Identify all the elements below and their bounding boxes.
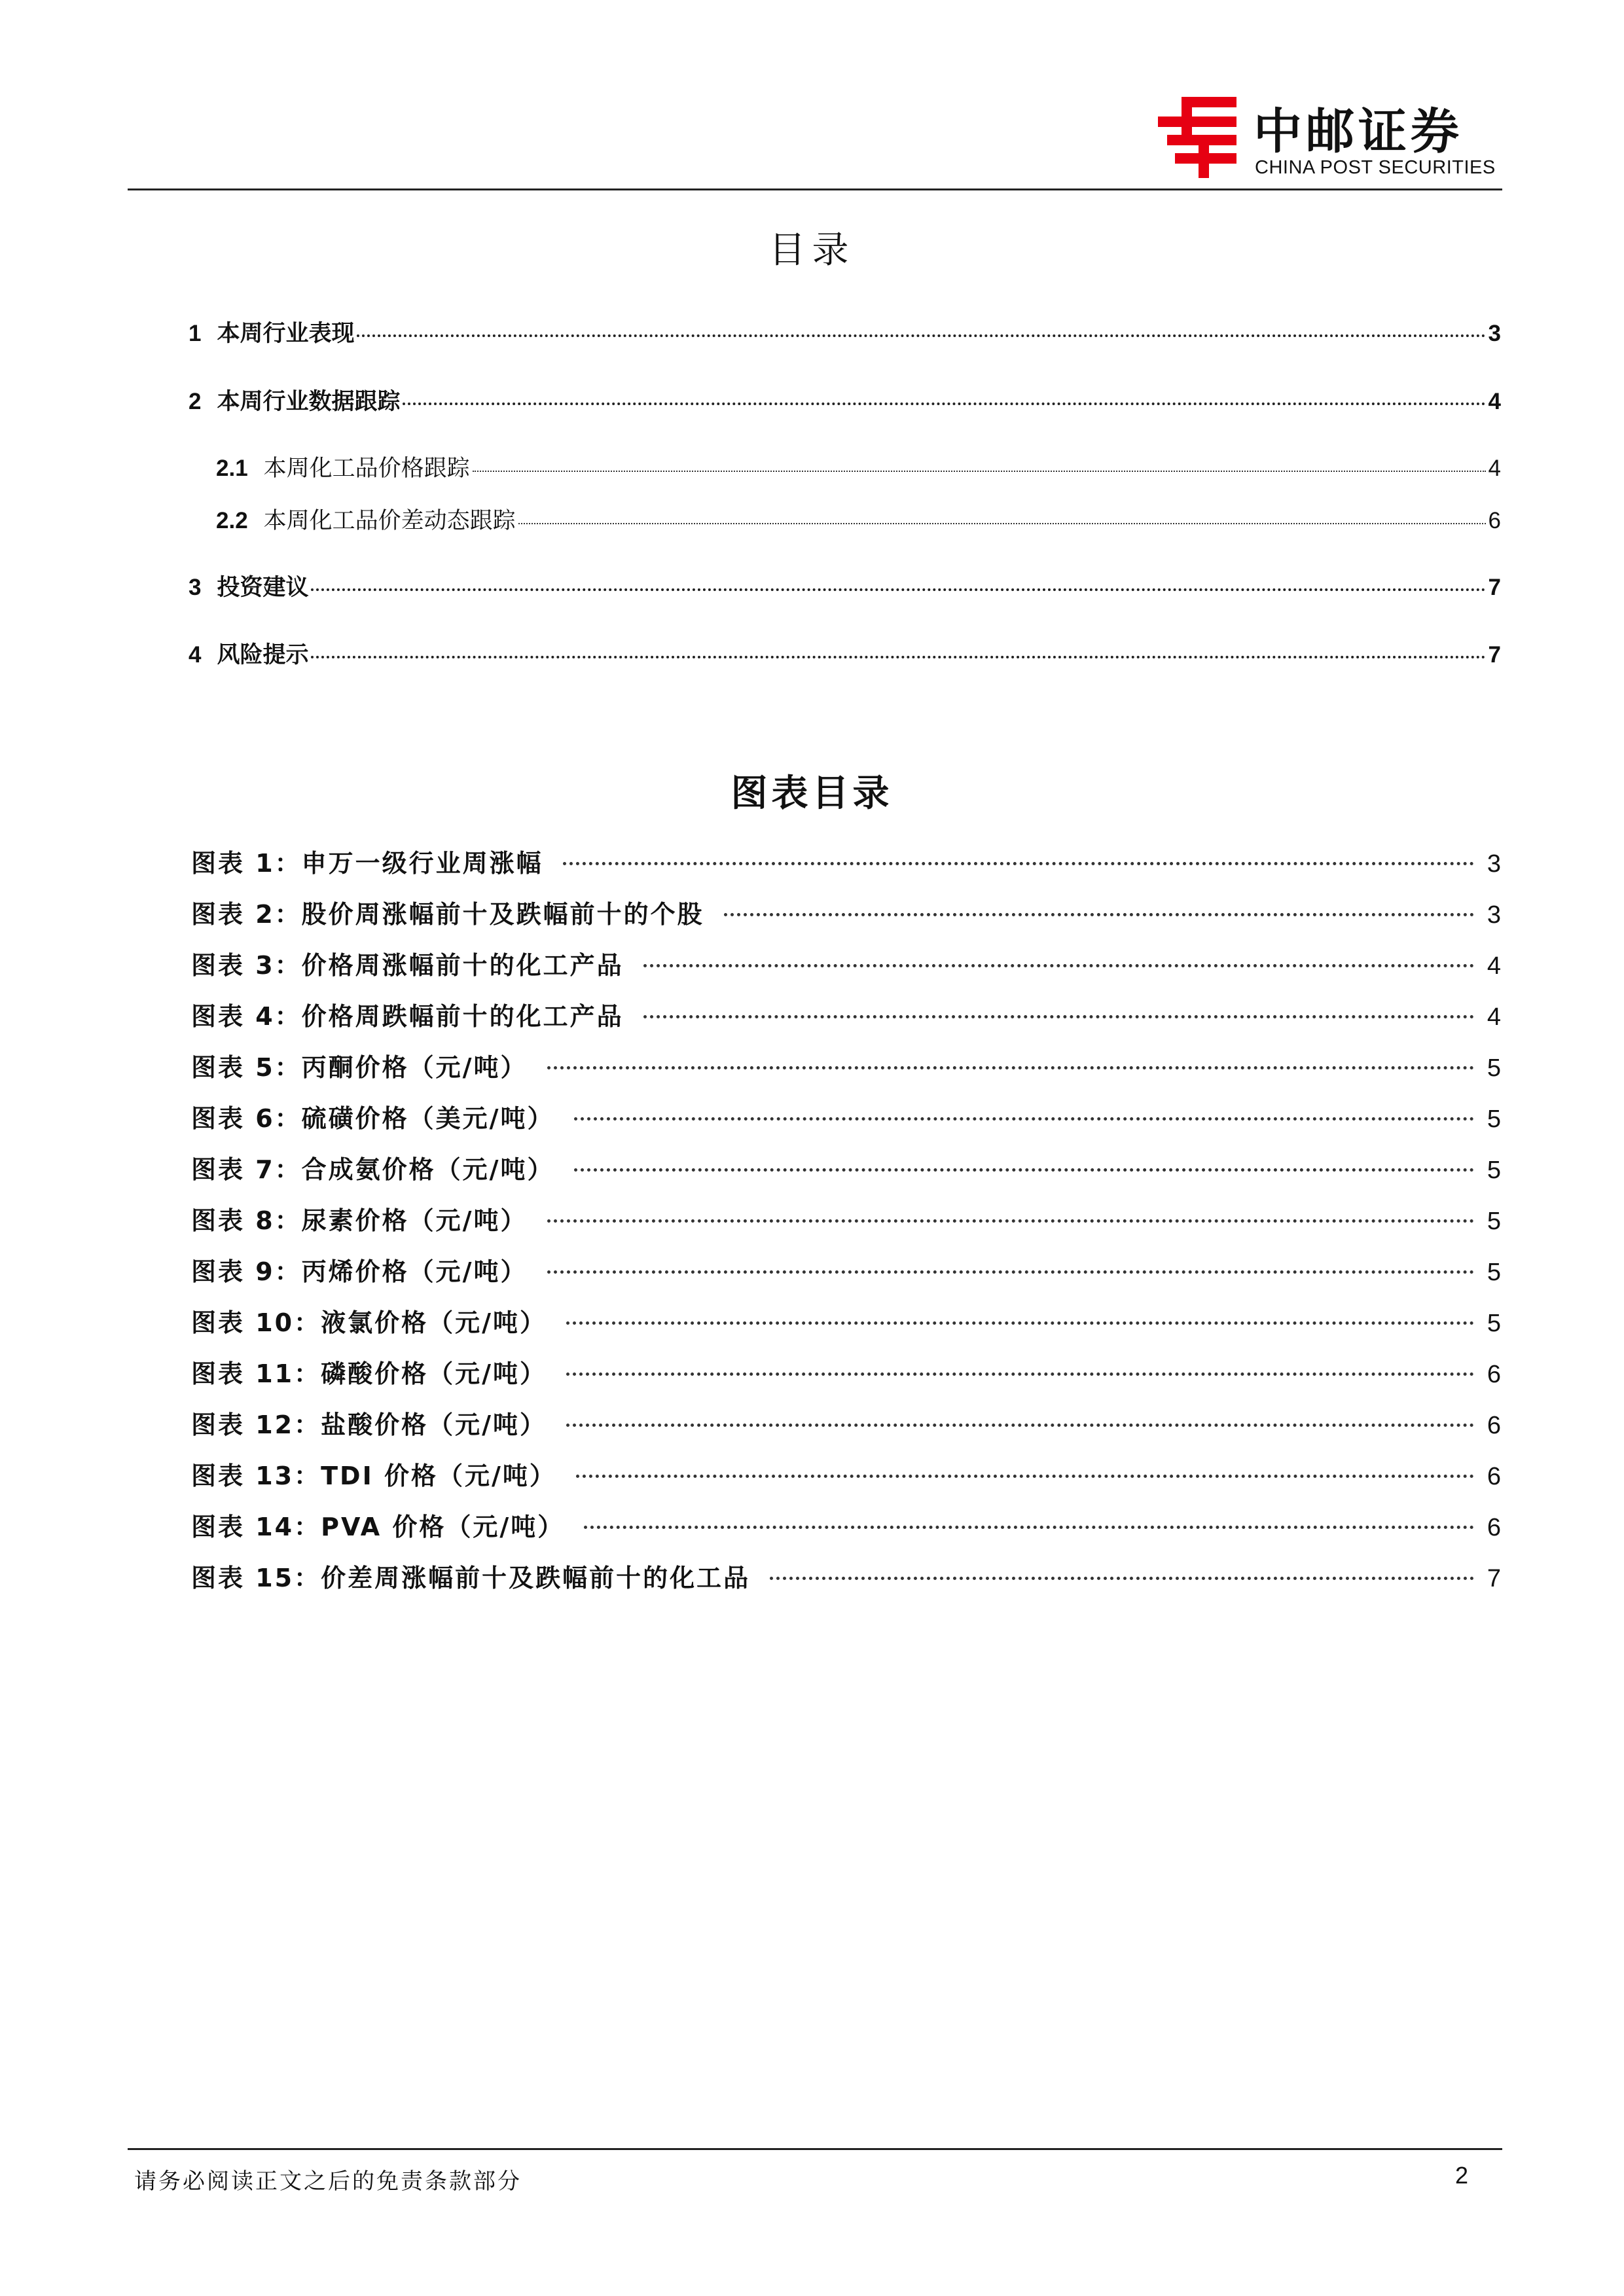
footer-divider: [128, 2148, 1502, 2150]
toc-entry-label: 投资建议: [217, 575, 309, 601]
figure-entry-8[interactable]: [191, 1200, 1501, 1236]
figure-entry-13[interactable]: [191, 1456, 1501, 1492]
toc-entry-number: 2.1: [216, 456, 248, 481]
figure-entry-label: 图表 5：丙酮价格（元/吨）: [191, 1053, 528, 1082]
figure-entry-12[interactable]: [191, 1405, 1501, 1441]
dot-leader: [311, 588, 1485, 591]
dot-leader: [311, 656, 1485, 658]
toc-entry-page: 4: [1488, 389, 1501, 414]
figure-entry-page: 3: [1487, 850, 1501, 878]
toc-title: 目录: [768, 229, 856, 272]
toc-entry-page: 3: [1488, 321, 1501, 346]
dot-leader: [643, 1015, 1474, 1018]
figure-entry-9[interactable]: [191, 1251, 1501, 1287]
dot-leader: [563, 862, 1474, 865]
toc-entry-label: 本周行业表现: [217, 321, 355, 347]
dot-leader: [518, 523, 1486, 524]
figure-entry-page: 6: [1487, 1412, 1501, 1439]
toc-entry-label: 本周化工品价差动态跟踪: [263, 508, 516, 534]
toc-entry-4[interactable]: [189, 637, 1501, 670]
dot-leader: [547, 1270, 1474, 1274]
figure-entry-label: 图表 11：磷酸价格（元/吨）: [191, 1359, 547, 1388]
figure-entry-page: 5: [1487, 1054, 1501, 1082]
figure-entry-page: 5: [1487, 1310, 1501, 1337]
figure-entry-6[interactable]: [191, 1098, 1501, 1134]
figure-entry-label: 图表 13：TDI 价格（元/吨）: [191, 1462, 556, 1490]
dot-leader: [357, 334, 1485, 337]
toc-entry-3[interactable]: [189, 569, 1501, 602]
figure-entry-label: 图表 8：尿素价格（元/吨）: [191, 1206, 528, 1235]
logo-chinese-name: 中邮证券: [1254, 103, 1463, 160]
dot-leader: [566, 1372, 1474, 1376]
dot-leader: [574, 1168, 1474, 1172]
dot-leader: [547, 1219, 1474, 1223]
figure-entry-page: 6: [1487, 1514, 1501, 1541]
figure-entry-label: 图表 14：PVA 价格（元/吨）: [191, 1513, 565, 1541]
toc-entry-number: 2: [189, 389, 202, 414]
toc-entry-1[interactable]: [189, 315, 1501, 348]
figure-entry-2[interactable]: [191, 894, 1501, 930]
figures-list-title: 图表目录: [731, 772, 893, 815]
figure-entry-page: 6: [1487, 1361, 1501, 1388]
toc-entry-number: 1: [189, 321, 202, 346]
toc-entry-2-2[interactable]: [216, 503, 1501, 535]
dot-leader: [770, 1577, 1474, 1580]
toc-entry-2-1[interactable]: [216, 450, 1501, 483]
toc-entry-2[interactable]: [189, 384, 1501, 416]
company-logo: [1155, 92, 1502, 183]
dot-leader: [566, 1424, 1474, 1427]
dot-leader: [724, 913, 1474, 916]
toc-entry-number: 3: [189, 575, 202, 600]
figure-entry-3[interactable]: [191, 945, 1501, 981]
page-header: [128, 79, 1502, 190]
toc-entry-number: 4: [189, 642, 202, 668]
dot-leader: [473, 471, 1486, 472]
figure-entry-page: 7: [1487, 1565, 1501, 1592]
dot-leader: [574, 1117, 1474, 1121]
figure-entry-15[interactable]: [191, 1558, 1501, 1594]
figure-entry-11[interactable]: [191, 1354, 1501, 1390]
dot-leader: [643, 964, 1474, 967]
footer-page-number: 2: [1454, 2162, 1468, 2189]
china-post-logo-icon: [1155, 92, 1240, 180]
header-divider: [128, 188, 1502, 190]
figure-entry-page: 5: [1487, 1105, 1501, 1133]
figure-entry-label: 图表 1：申万一级行业周涨幅: [191, 849, 543, 878]
toc-entry-label: 风险提示: [217, 642, 309, 668]
figure-entry-label: 图表 9：丙烯价格（元/吨）: [191, 1257, 528, 1286]
figure-entry-label: 图表 10：液氯价格（元/吨）: [191, 1308, 547, 1337]
figure-entry-5[interactable]: [191, 1047, 1501, 1083]
dot-leader: [566, 1321, 1474, 1325]
toc-entry-label: 本周化工品价格跟踪: [263, 456, 470, 482]
figure-entry-label: 图表 3：价格周涨幅前十的化工产品: [191, 951, 624, 980]
figure-entry-10[interactable]: [191, 1302, 1501, 1338]
figure-entry-label: 图表 4：价格周跌幅前十的化工产品: [191, 1002, 624, 1031]
dot-leader: [547, 1066, 1474, 1069]
figure-entry-page: 5: [1487, 1157, 1501, 1184]
dot-leader: [584, 1526, 1474, 1529]
toc-entry-page: 4: [1488, 456, 1501, 481]
toc-entry-label: 本周行业数据跟踪: [217, 389, 401, 415]
figure-entry-14[interactable]: [191, 1507, 1501, 1543]
figure-entry-label: 图表 15：价差周涨幅前十及跌幅前十的化工品: [191, 1564, 751, 1592]
figure-entry-4[interactable]: [191, 996, 1501, 1032]
figure-entry-page: 3: [1487, 901, 1501, 929]
toc-entry-page: 7: [1488, 575, 1501, 600]
figure-entry-1[interactable]: [191, 843, 1501, 879]
figure-entry-label: 图表 12：盐酸价格（元/吨）: [191, 1410, 547, 1439]
dot-leader: [576, 1475, 1474, 1478]
footer-disclaimer: 请务必阅读正文之后的免责条款部分: [134, 2168, 522, 2195]
figure-entry-page: 4: [1487, 1003, 1501, 1031]
figure-entry-7[interactable]: [191, 1149, 1501, 1185]
toc-entry-page: 7: [1488, 642, 1501, 668]
figure-entry-label: 图表 7：合成氨价格（元/吨）: [191, 1155, 554, 1184]
figure-entry-page: 5: [1487, 1259, 1501, 1286]
figure-entry-label: 图表 2：股价周涨幅前十及跌幅前十的个股: [191, 900, 704, 929]
figure-entry-page: 6: [1487, 1463, 1501, 1490]
figure-entry-label: 图表 6：硫磺价格（美元/吨）: [191, 1104, 554, 1133]
toc-entry-number: 2.2: [216, 508, 248, 533]
figure-entry-page: 5: [1487, 1208, 1501, 1235]
figure-entry-page: 4: [1487, 952, 1501, 980]
dot-leader: [403, 403, 1485, 405]
toc-entry-page: 6: [1488, 508, 1501, 533]
logo-english-name: CHINA POST SECURITIES: [1255, 157, 1496, 178]
